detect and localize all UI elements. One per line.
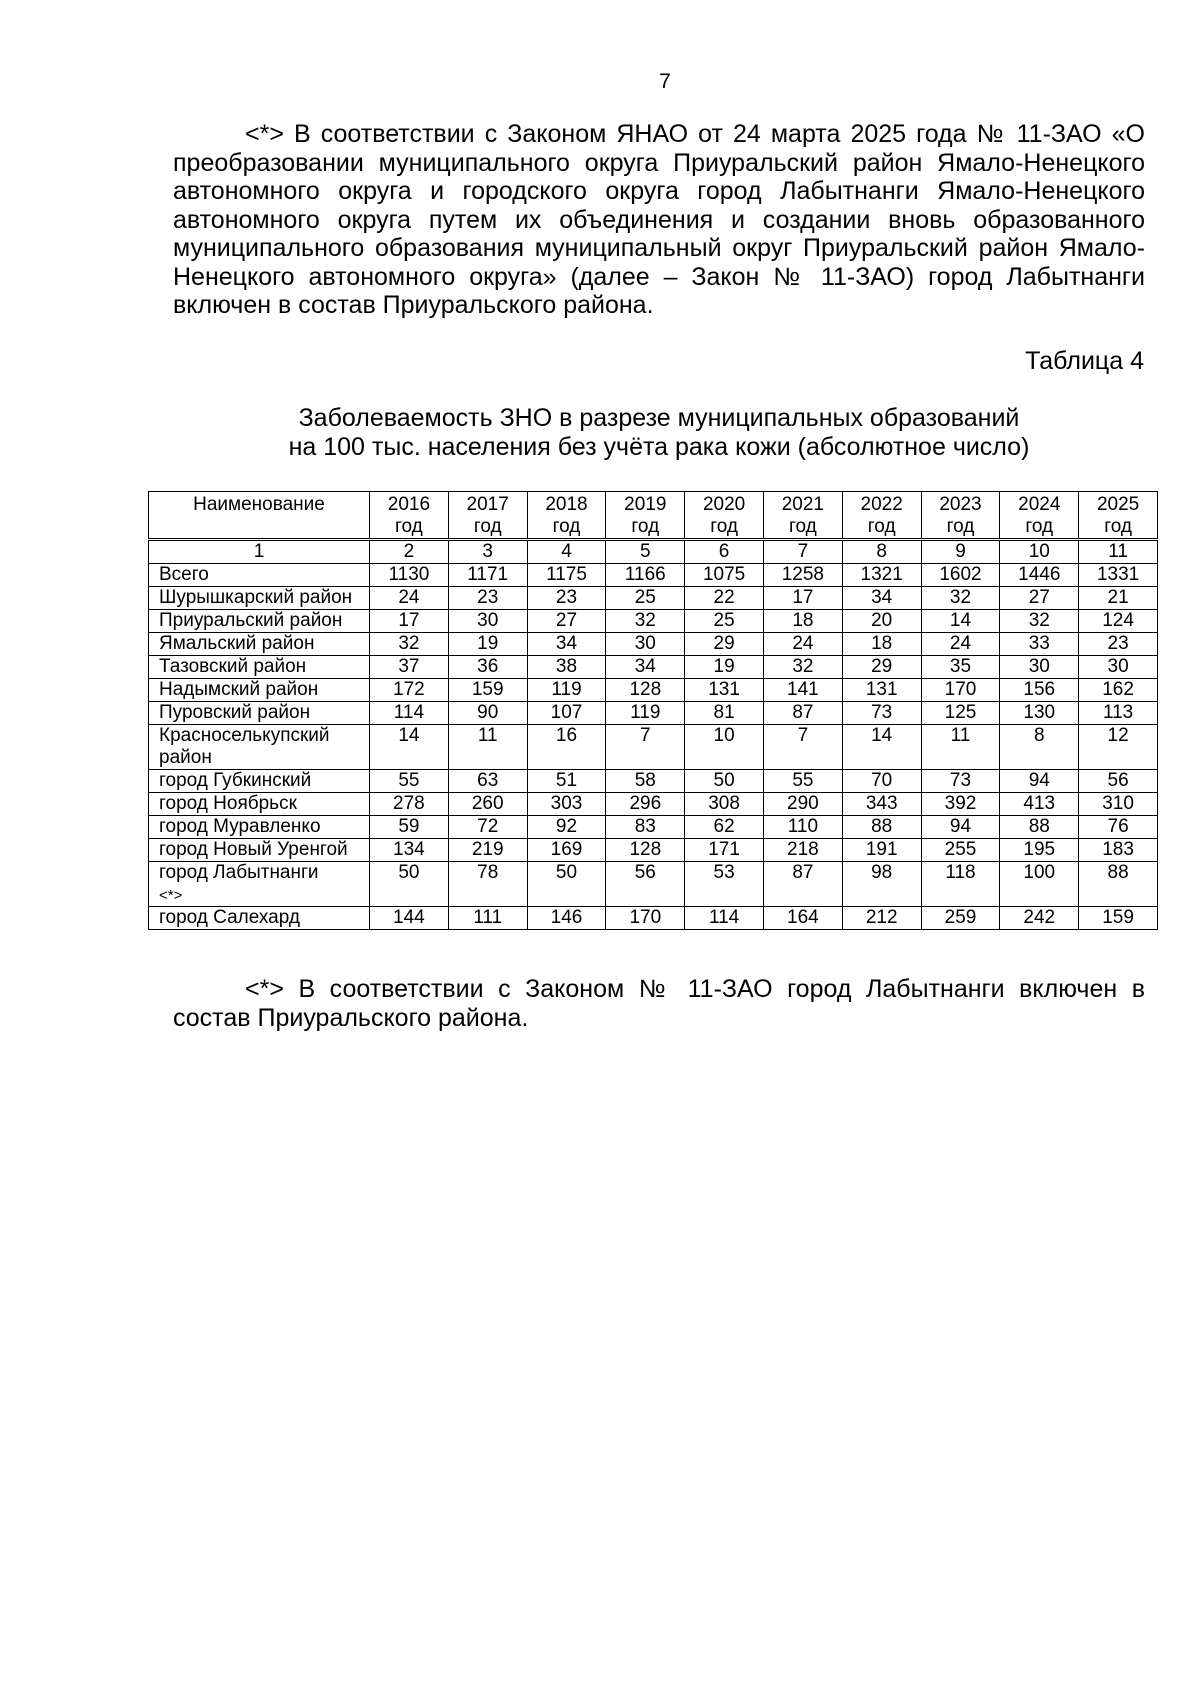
row-name-text: Пуровский район [159, 702, 311, 723]
cell-value: 128 [606, 679, 685, 702]
cell-value: 92 [527, 816, 606, 839]
cell-value: 11 [448, 725, 527, 770]
cell-value: 30 [606, 633, 685, 656]
cell-value: 32 [763, 656, 842, 679]
cell-value: 1446 [1000, 564, 1079, 587]
cell-value: 278 [370, 793, 449, 816]
cell-value: 24 [370, 587, 449, 610]
header-year: 2022 год [842, 492, 921, 540]
row-name [149, 679, 370, 702]
cell-value: 303 [527, 793, 606, 816]
cell-value: 24 [763, 633, 842, 656]
cell-value: 1258 [763, 564, 842, 587]
row-name [149, 702, 370, 725]
row-name-text: Красноселькупский район [159, 725, 330, 768]
cell-value: 118 [921, 862, 1000, 907]
cell-value: 195 [1000, 839, 1079, 862]
cell-value: 114 [370, 702, 449, 725]
cell-value: 34 [606, 656, 685, 679]
cell-value: 170 [921, 679, 1000, 702]
cell-value: 128 [606, 839, 685, 862]
cell-value: 134 [370, 839, 449, 862]
cell-value: 172 [370, 679, 449, 702]
cell-value: 392 [921, 793, 1000, 816]
cell-value: 259 [921, 907, 1000, 930]
cell-value: 36 [448, 656, 527, 679]
column-number: 9 [921, 540, 1000, 564]
cell-value: 159 [448, 679, 527, 702]
cell-value: 260 [448, 793, 527, 816]
cell-value: 25 [606, 587, 685, 610]
cell-value: 83 [606, 816, 685, 839]
footnote-paragraph-law: <*> В соответствии с Законом ЯНАО от 24 марта 2025 года № 11-ЗАО «О преобразовании муниципального округа Приуральский район Ямало-Ненецкого автономного округа и городского округа город Лабытнанги Ямало-Ненецкого автономного округа путем их объединения и создании вновь образованного муниципального образования муниципальный округ Приуральский район Ямало-Ненецкого автономного округа» (далее – Закон № 11-ЗАО) город Лабытнанги включен в состав Приуральского района. [173, 120, 1145, 319]
cell-value: 94 [921, 816, 1000, 839]
column-number: 6 [685, 540, 764, 564]
cell-value: 98 [842, 862, 921, 907]
header-year: 2020 год [685, 492, 764, 540]
cell-value: 29 [842, 656, 921, 679]
cell-value: 55 [763, 770, 842, 793]
header-year: 2025 год [1079, 492, 1158, 540]
cell-value: 88 [1000, 816, 1079, 839]
table-title [173, 404, 1145, 461]
row-name [149, 725, 370, 770]
cell-value: 50 [370, 862, 449, 907]
row-name-text: город Салехард [159, 907, 300, 928]
cell-value: 87 [763, 702, 842, 725]
table-row [149, 793, 1158, 816]
cell-value: 308 [685, 793, 764, 816]
cell-value: 23 [1079, 633, 1158, 656]
cell-value: 119 [527, 679, 606, 702]
cell-value: 25 [685, 610, 764, 633]
cell-value: 87 [763, 862, 842, 907]
row-name-text: Ямальский район [159, 633, 315, 654]
cell-value: 70 [842, 770, 921, 793]
cell-value: 130 [1000, 702, 1079, 725]
row-name-text: город Лабытнанги [159, 862, 319, 883]
cell-value: 18 [842, 633, 921, 656]
row-name [149, 793, 370, 816]
row-name-text: Всего [159, 564, 209, 585]
cell-value: 27 [527, 610, 606, 633]
cell-value: 119 [606, 702, 685, 725]
cell-value: 164 [763, 907, 842, 930]
header-year: 2023 год [921, 492, 1000, 540]
cell-value: 171 [685, 839, 764, 862]
header-year: 2019 год [606, 492, 685, 540]
cell-value: 100 [1000, 862, 1079, 907]
row-name-text: Надымский район [159, 679, 319, 700]
table-row [149, 770, 1158, 793]
row-name-text: Шурышкарский район [159, 587, 353, 608]
cell-value: 113 [1079, 702, 1158, 725]
cell-value: 51 [527, 770, 606, 793]
cell-value: 50 [527, 862, 606, 907]
cell-value: 169 [527, 839, 606, 862]
table-row [149, 816, 1158, 839]
cell-value: 170 [606, 907, 685, 930]
cell-value: 146 [527, 907, 606, 930]
column-number: 5 [606, 540, 685, 564]
cell-value: 8 [1000, 725, 1079, 770]
cell-value: 20 [842, 610, 921, 633]
cell-value: 56 [606, 862, 685, 907]
table-row [149, 564, 1158, 587]
table-header-row [149, 492, 1158, 540]
cell-value: 14 [842, 725, 921, 770]
cell-value: 1130 [370, 564, 449, 587]
table-row [149, 702, 1158, 725]
cell-value: 18 [763, 610, 842, 633]
cell-value: 88 [842, 816, 921, 839]
cell-value: 1321 [842, 564, 921, 587]
cell-value: 27 [1000, 587, 1079, 610]
cell-value: 219 [448, 839, 527, 862]
cell-value: 7 [763, 725, 842, 770]
header-year: 2021 год [763, 492, 842, 540]
cell-value: 1075 [685, 564, 764, 587]
cell-value: 242 [1000, 907, 1079, 930]
row-name-text: Приуральский район [159, 610, 343, 631]
cell-value: 55 [370, 770, 449, 793]
cell-value: 131 [685, 679, 764, 702]
cell-value: 7 [606, 725, 685, 770]
cell-value: 38 [527, 656, 606, 679]
page-number: 7 [659, 70, 671, 93]
cell-value: 59 [370, 816, 449, 839]
table-row [149, 633, 1158, 656]
row-name [149, 587, 370, 610]
cell-value: 191 [842, 839, 921, 862]
cell-value: 35 [921, 656, 1000, 679]
row-name-text: город Губкинский [159, 770, 312, 791]
cell-value: 310 [1079, 793, 1158, 816]
cell-value: 23 [448, 587, 527, 610]
cell-value: 343 [842, 793, 921, 816]
column-number: 3 [448, 540, 527, 564]
cell-value: 34 [842, 587, 921, 610]
cell-value: 30 [1000, 656, 1079, 679]
cell-value: 90 [448, 702, 527, 725]
header-year: 2017 год [448, 492, 527, 540]
column-number: 2 [370, 540, 449, 564]
table-row [149, 862, 1158, 907]
cell-value: 107 [527, 702, 606, 725]
cell-value: 12 [1079, 725, 1158, 770]
cell-value: 30 [1079, 656, 1158, 679]
cell-value: 1166 [606, 564, 685, 587]
cell-value: 76 [1079, 816, 1158, 839]
header-year: 2016 год [370, 492, 449, 540]
cell-value: 413 [1000, 793, 1079, 816]
table-title-line-1: Заболеваемость ЗНО в разрезе муниципальных образований [298, 404, 1020, 432]
cell-value: 1602 [921, 564, 1000, 587]
footnote-paragraph-labytnangi: <*> В соответствии с Законом № 11-ЗАО город Лабытнанги включен в состав Приуральского района. [173, 975, 1145, 1032]
column-number: 10 [1000, 540, 1079, 564]
cell-value: 11 [921, 725, 1000, 770]
cell-value: 94 [1000, 770, 1079, 793]
row-name [149, 633, 370, 656]
cell-value: 124 [1079, 610, 1158, 633]
header-name: Наименование [149, 492, 370, 540]
header-year: 2024 год [1000, 492, 1079, 540]
header-year: 2018 год [527, 492, 606, 540]
table-row [149, 839, 1158, 862]
cell-value: 255 [921, 839, 1000, 862]
cell-value: 159 [1079, 907, 1158, 930]
row-name-text: город Муравленко [159, 816, 321, 837]
row-name-text: город Новый Уренгой [159, 839, 348, 860]
cell-value: 110 [763, 816, 842, 839]
cell-value: 156 [1000, 679, 1079, 702]
cell-value: 296 [606, 793, 685, 816]
cell-value: 290 [763, 793, 842, 816]
cell-value: 56 [1079, 770, 1158, 793]
table-row [149, 679, 1158, 702]
cell-value: 58 [606, 770, 685, 793]
column-number: 11 [1079, 540, 1158, 564]
column-number: 4 [527, 540, 606, 564]
table-row [149, 725, 1158, 770]
cell-value: 19 [448, 633, 527, 656]
cell-value: 78 [448, 862, 527, 907]
cell-value: 17 [763, 587, 842, 610]
cell-value: 73 [842, 702, 921, 725]
cell-value: 32 [606, 610, 685, 633]
column-number: 1 [149, 540, 370, 564]
cell-value: 73 [921, 770, 1000, 793]
column-numbers-row [149, 540, 1158, 564]
cell-value: 37 [370, 656, 449, 679]
table-title-line-2: на 100 тыс. населения без учёта рака кожи (абсолютное число) [288, 432, 1030, 461]
column-number: 8 [842, 540, 921, 564]
cell-value: 183 [1079, 839, 1158, 862]
row-name [149, 610, 370, 633]
cell-value: 162 [1079, 679, 1158, 702]
table-row [149, 656, 1158, 679]
row-name [149, 564, 370, 587]
row-name [149, 862, 370, 907]
cell-value: 88 [1079, 862, 1158, 907]
cell-value: 114 [685, 907, 764, 930]
row-name [149, 907, 370, 930]
cell-value: 63 [448, 770, 527, 793]
cell-value: 14 [370, 725, 449, 770]
cell-value: 72 [448, 816, 527, 839]
cell-value: 29 [685, 633, 764, 656]
cell-value: 32 [1000, 610, 1079, 633]
table-row [149, 587, 1158, 610]
row-name-footnote-mark: <*> [159, 887, 183, 904]
cell-value: 33 [1000, 633, 1079, 656]
incidence-table [148, 491, 1158, 930]
column-number: 7 [763, 540, 842, 564]
cell-value: 218 [763, 839, 842, 862]
table-label: Таблица 4 [1025, 347, 1144, 375]
cell-value: 1331 [1079, 564, 1158, 587]
cell-value: 125 [921, 702, 1000, 725]
row-name [149, 816, 370, 839]
cell-value: 19 [685, 656, 764, 679]
cell-value: 21 [1079, 587, 1158, 610]
table-row [149, 907, 1158, 930]
cell-value: 32 [921, 587, 1000, 610]
cell-value: 30 [448, 610, 527, 633]
cell-value: 10 [685, 725, 764, 770]
cell-value: 81 [685, 702, 764, 725]
row-name [149, 770, 370, 793]
cell-value: 212 [842, 907, 921, 930]
cell-value: 141 [763, 679, 842, 702]
row-name-text: город Ноябрьск [159, 793, 297, 814]
cell-value: 144 [370, 907, 449, 930]
cell-value: 131 [842, 679, 921, 702]
cell-value: 24 [921, 633, 1000, 656]
cell-value: 50 [685, 770, 764, 793]
cell-value: 23 [527, 587, 606, 610]
row-name-text: Тазовский район [159, 656, 307, 677]
cell-value: 17 [370, 610, 449, 633]
cell-value: 53 [685, 862, 764, 907]
cell-value: 22 [685, 587, 764, 610]
cell-value: 111 [448, 907, 527, 930]
cell-value: 32 [370, 633, 449, 656]
cell-value: 14 [921, 610, 1000, 633]
cell-value: 16 [527, 725, 606, 770]
cell-value: 34 [527, 633, 606, 656]
cell-value: 1171 [448, 564, 527, 587]
table-row [149, 610, 1158, 633]
row-name [149, 656, 370, 679]
cell-value: 1175 [527, 564, 606, 587]
row-name [149, 839, 370, 862]
cell-value: 62 [685, 816, 764, 839]
